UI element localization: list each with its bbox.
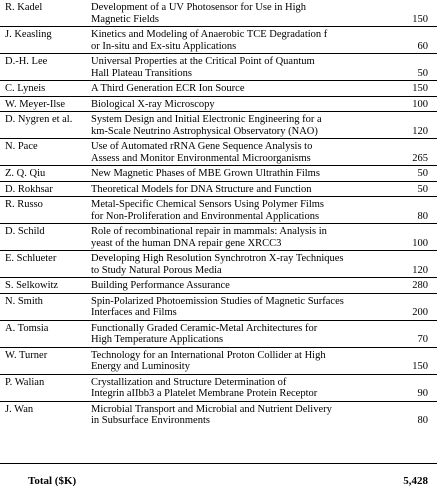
project-amount: 90: [387, 374, 437, 401]
table-row: [0, 197, 437, 224]
table-row: [0, 181, 437, 197]
table-row: [0, 320, 437, 347]
project-title-line: Theoretical Models for DNA Structure and Function: [91, 183, 312, 195]
project-title-line: Functionally Graded Ceramic-Metal Architectures for: [91, 322, 318, 334]
investigator-name: Z. Q. Qiu: [0, 166, 91, 182]
project-title: [91, 278, 387, 294]
investigator-name: S. Selkowitz: [0, 278, 91, 294]
project-amount: 50: [387, 166, 437, 182]
project-title-line: or In-situ and Ex-situ Applications: [91, 40, 237, 52]
project-amount: 265: [387, 139, 437, 166]
investigator-name: D. Schild: [0, 224, 91, 251]
project-amount: 60: [387, 27, 437, 54]
project-title-line: Magnetic Fields: [91, 13, 159, 25]
project-amount: 80: [387, 197, 437, 224]
project-amount: 150: [387, 81, 437, 97]
investigator-name: P. Walian: [0, 374, 91, 401]
project-title: [91, 27, 387, 54]
table-row: [0, 112, 437, 139]
project-amount: 150: [412, 13, 428, 25]
project-title-line: Hall Plateau Transitions: [91, 67, 192, 79]
project-title-line: Development of a UV Photosensor for Use in High: [91, 2, 307, 13]
total-label: Total ($K): [28, 475, 77, 487]
project-title-line: in Subsurface Environments: [91, 415, 210, 426]
investigator-name: R. Russo: [0, 197, 91, 224]
investigator-name: E. Schlueter: [0, 251, 91, 278]
project-title-line: A Third Generation ECR Ion Source: [91, 83, 245, 94]
total-divider: [0, 463, 437, 464]
table-row: [0, 251, 437, 278]
investigator-name: W. Meyer-Ilse: [0, 96, 91, 112]
project-title: [91, 401, 387, 428]
project-title-line: Universal Properties at the Critical Point of Quantum: [91, 56, 315, 67]
project-amount: 50: [387, 54, 437, 81]
investigator-name: J. Keasling: [0, 27, 91, 54]
investigator-name: R. Kadel: [5, 2, 43, 13]
project-title-line: Building Performance Assurance: [91, 280, 230, 291]
project-title-line: Microbial Transport and Microbial and Nutrient Delivery: [91, 403, 332, 415]
project-title-line: System Design and Initial Electronic Engineering for a: [91, 114, 322, 125]
project-amount: 80: [387, 401, 437, 428]
table-row: [0, 96, 437, 112]
investigator-name: D.-H. Lee: [0, 54, 91, 81]
project-title: [91, 81, 387, 97]
project-title: [91, 96, 387, 112]
project-title: [91, 166, 387, 182]
project-title-line: Metal-Specific Chemical Sensors Using Polymer Films: [91, 199, 325, 210]
project-title-line: to Study Natural Porous Media: [91, 264, 222, 276]
project-title-line: Assess and Monitor Environmental Microorganisms: [91, 152, 311, 164]
project-amount: 100: [387, 96, 437, 112]
investigator-name: A. Tomsia: [0, 320, 91, 347]
project-amount: 100: [387, 224, 437, 251]
project-title: [91, 293, 387, 320]
investigator-name: D. Nygren et al.: [0, 112, 91, 139]
project-title: [91, 320, 387, 347]
project-amount: 150: [387, 347, 437, 374]
project-title: [91, 0, 387, 27]
table-row: [0, 401, 437, 428]
investigator-name: N. Pace: [0, 139, 91, 166]
project-amount: 120: [387, 251, 437, 278]
project-title-line: Crystallization and Structure Determination of: [91, 376, 287, 388]
investigator-name: N. Smith: [0, 293, 91, 320]
project-title-line: Use of Automated rRNA Gene Sequence Analysis to: [91, 141, 313, 152]
project-amount: 120: [387, 112, 437, 139]
project-title-line: km-Scale Neutrino Astrophysical Observatory (NAO): [91, 125, 318, 137]
table-row: [0, 139, 437, 166]
project-amount: 50: [387, 181, 437, 197]
project-title: [91, 54, 387, 81]
project-title: [91, 139, 387, 166]
table-row: [0, 166, 437, 182]
project-title-line: Kinetics and Modeling of Anaerobic TCE Degradation f: [91, 29, 328, 40]
investigator-name: D. Rokhsar: [0, 181, 91, 197]
table-row: [0, 278, 437, 294]
project-title-line: Interfaces and Films: [91, 307, 177, 318]
table-row: [0, 0, 437, 27]
investigator-name: J. Wan: [0, 401, 91, 428]
project-amount: 200: [387, 293, 437, 320]
project-title-line: Role of recombinational repair in mammals: Analysis in: [91, 226, 327, 237]
table-row: [0, 293, 437, 320]
table-row: [0, 347, 437, 374]
project-title-line: Developing High Resolution Synchrotron X-ray Techniques: [91, 253, 344, 264]
project-title: [91, 374, 387, 401]
table-row: [0, 224, 437, 251]
project-title-line: Spin-Polarized Photoemission Studies of Magnetic Surfaces: [91, 295, 344, 307]
project-title-line: Integrin aIIbb3 a Platelet Membrane Protein Receptor: [91, 388, 318, 399]
table-row: [0, 27, 437, 54]
table-row: [0, 81, 437, 97]
total-value: 5,428: [403, 475, 428, 487]
project-title: [91, 224, 387, 251]
project-title: [91, 347, 387, 374]
investigator-name: C. Lyneis: [0, 81, 91, 97]
project-amount: 70: [387, 320, 437, 347]
project-title-line: Energy and Luminosity: [91, 361, 190, 372]
project-title: [91, 112, 387, 139]
project-title-line: Biological X-ray Microscopy: [91, 98, 215, 110]
project-title-line: yeast of the human DNA repair gene XRCC3: [91, 237, 282, 249]
investigator-name: W. Turner: [0, 347, 91, 374]
project-title-line: for Non-Proliferation and Environmental Applications: [91, 210, 320, 222]
project-title-line: High Temperature Applications: [91, 334, 224, 345]
table-row: [0, 374, 437, 401]
project-title: [91, 181, 387, 197]
project-title-line: Technology for an International Proton Collider at High: [91, 349, 326, 361]
project-amount: 280: [387, 278, 437, 294]
table-row: [0, 54, 437, 81]
project-title: [91, 197, 387, 224]
project-title-line: New Magnetic Phases of MBE Grown Ultrathin Films: [91, 168, 320, 179]
project-title: [91, 251, 387, 278]
